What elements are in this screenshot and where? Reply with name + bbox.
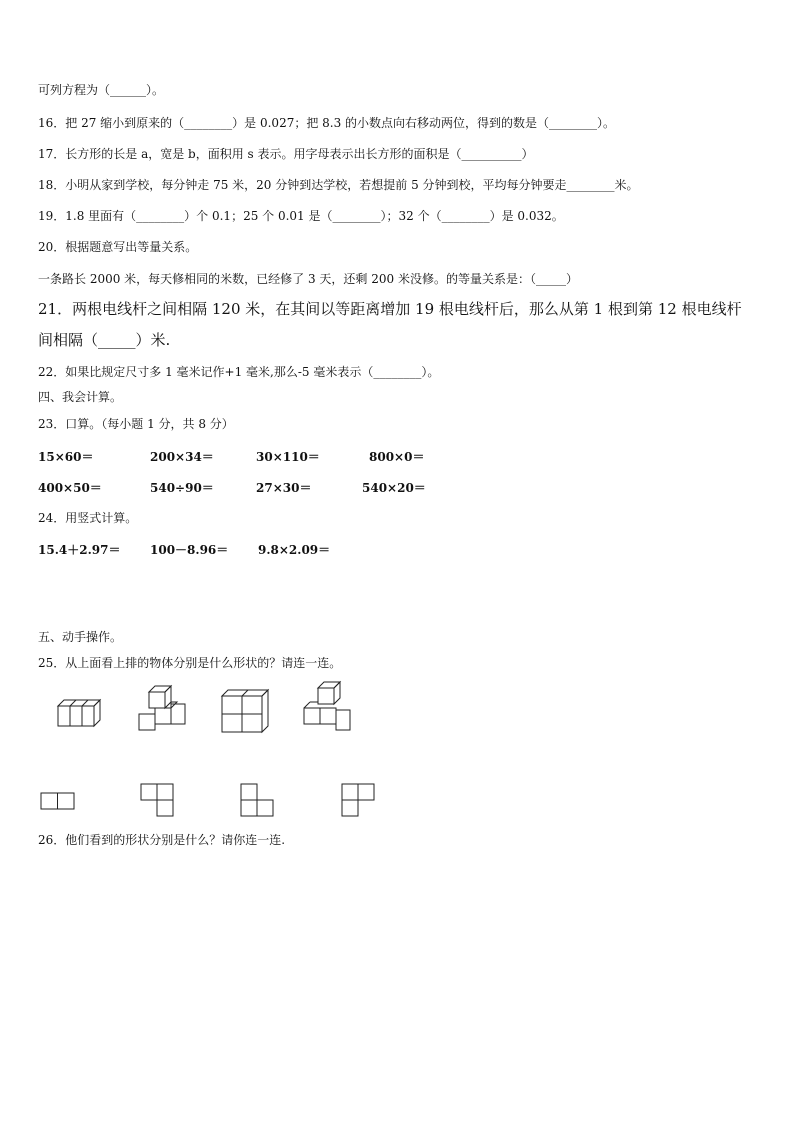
question-22: 22．如果比规定尺寸多 1 毫米记作+1 毫米,那么-5 毫米表示（________）。	[38, 365, 440, 379]
oral-item: 27×30＝	[256, 481, 312, 495]
question-17: 17．长方形的长是 a，宽是 b，面积用 s 表示。用字母表示出长方形的面积是（__________）	[38, 147, 534, 161]
question-24: 24．用竖式计算。	[38, 511, 138, 525]
oral-item: 540÷90＝	[150, 481, 214, 495]
oral-item: 400×50＝	[38, 481, 102, 495]
cube-figure-2	[137, 686, 197, 736]
oral-item: 200×34＝	[150, 450, 214, 464]
question-20: 20．根据题意写出等量关系。	[38, 240, 198, 254]
vertical-item: 100－8.96＝	[150, 543, 229, 557]
top-view-shape-3	[240, 783, 280, 823]
question-18: 18．小明从家到学校，每分钟走 75 米，20 分钟到达学校，若想提前 5 分钟到校，平均每分钟要走________米。	[38, 178, 639, 192]
cube-figure-1	[55, 692, 115, 732]
question-19: 19．1.8 里面有（________）个 0.1；25 个 0.01 是（________）；32 个（________）是 0.032。	[38, 209, 564, 223]
line-equation: 可列方程为（______）。	[38, 83, 165, 97]
cube-figure-3	[220, 686, 280, 736]
question-25: 25．从上面看上排的物体分别是什么形状的？请连一连。	[38, 656, 342, 670]
cube-figure-4	[300, 682, 360, 732]
question-16: 16．把 27 缩小到原来的（________）是 0.027；把 8.3 的小数点向右移动两位，得到的数是（________）。	[38, 116, 616, 130]
oral-item: 800×0＝	[369, 450, 425, 464]
vertical-item: 9.8×2.09＝	[258, 543, 331, 557]
vertical-item: 15.4＋2.97＝	[38, 543, 121, 557]
question-26: 26．他们看到的形状分别是什么？请你连一连.	[38, 833, 286, 847]
section-4-heading: 四、我会计算。	[38, 390, 123, 404]
oral-item: 15×60＝	[38, 450, 94, 464]
oral-item: 30×110＝	[256, 450, 320, 464]
top-view-shape-1	[40, 792, 80, 814]
top-view-shape-4	[341, 783, 381, 823]
question-23: 23．口算。（每小题 1 分，共 8 分）	[38, 417, 234, 431]
question-21-line2: 间相隔（_____）米.	[38, 331, 171, 349]
question-21-line1: 21．两根电线杆之间相隔 120 米，在其间以等距离增加 19 根电线杆后，那么从第 1 根到第 12 根电线杆	[38, 300, 742, 318]
question-20-detail: 一条路长 2000 米，每天修相同的米数，已经修了 3 天，还剩 200 米没修。的等量关系是：（_____）	[38, 272, 578, 286]
section-5-heading: 五、动手操作。	[38, 630, 123, 644]
top-view-shape-2	[140, 783, 180, 823]
oral-item: 540×20＝	[362, 481, 426, 495]
